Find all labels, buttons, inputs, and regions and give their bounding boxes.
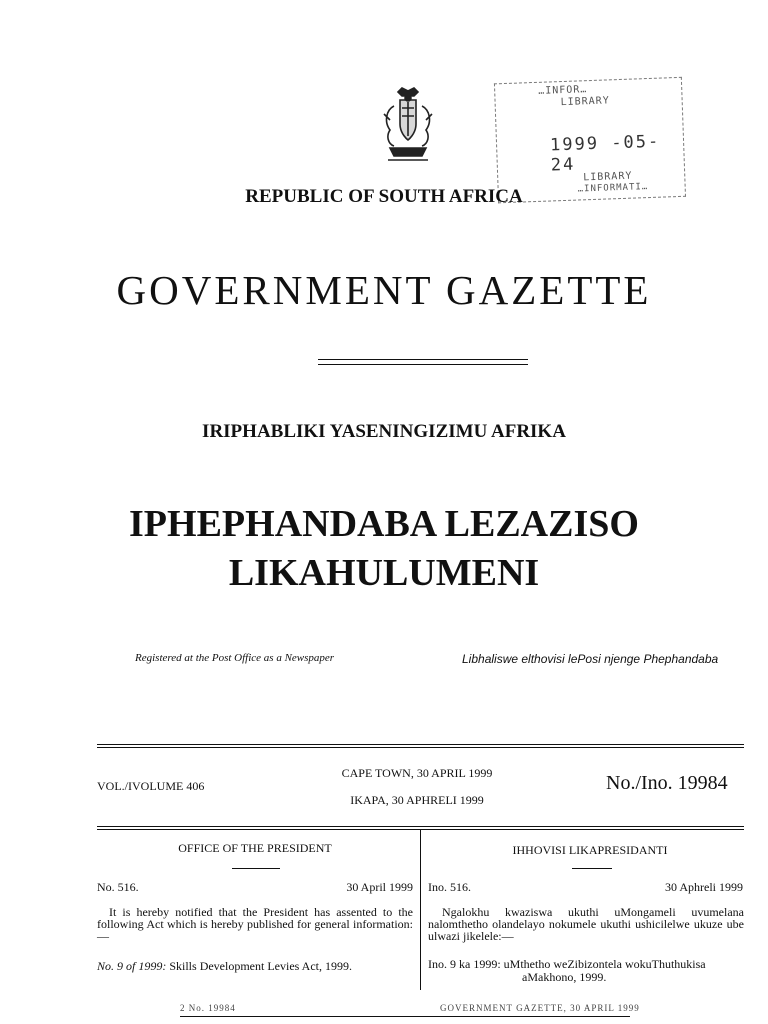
gazette-title-zu-line-2: LIKAHULUMENI xyxy=(228,552,540,594)
notice-number-en: No. 516. xyxy=(97,880,139,894)
footer-page-number: 2 No. 19984 xyxy=(180,1003,236,1013)
stamp-line-4: …INFORMATI… xyxy=(577,182,649,195)
heading-underline xyxy=(572,868,612,869)
notice-body-en: It is hereby notified that the President has assented to the following Act which is hereby published for general information:— xyxy=(97,905,413,943)
registration-note-en: Registered at the Post Office as a Newspaper xyxy=(135,652,335,664)
stamp-line-1: …INFOR… xyxy=(538,84,588,97)
stamp-date: 1999 -05- 24 xyxy=(549,131,661,176)
act-reference-en: No. 9 of 1999: xyxy=(97,959,167,973)
title-rule xyxy=(318,359,528,360)
registration-note-zu: Libhaliswe elthovisi lePosi njenge Phephandaba xyxy=(462,652,719,666)
heading-underline xyxy=(232,868,280,869)
volume-number: VOL./IVOLUME 406 xyxy=(97,779,205,793)
act-entry-en xyxy=(97,959,352,974)
gazette-title-en: GOVERNMENT GAZETTE xyxy=(116,267,652,313)
section-rule xyxy=(97,744,744,745)
notice-date-en: 30 April 1999 xyxy=(346,880,413,894)
stamp-line-2: LIBRARY xyxy=(560,95,610,109)
issue-number: No./Ino. 19984 xyxy=(606,772,728,794)
place-date-en: CAPE TOWN, 30 APRIL 1999 xyxy=(341,766,493,780)
footer-running-title: GOVERNMENT GAZETTE, 30 APRIL 1999 xyxy=(440,1003,640,1013)
notice-body-zu: Ngalokhu kwaziswa ukuthi uMongameli uvumelana nalomthetho olandelayo nokumele ukuthi ushicilelwe ukuze ube ulwazi jikelele:— xyxy=(428,905,744,943)
office-heading-en: OFFICE OF THE PRESIDENT xyxy=(178,841,332,855)
republic-heading-zu: IRIPHABLIKI YASENINGIZIMU AFRIKA xyxy=(202,421,566,442)
act-title-en: Skills Development Levies Act, 1999. xyxy=(169,959,352,973)
title-rule xyxy=(318,364,528,365)
column-divider xyxy=(420,830,421,990)
office-heading-zu: IHHOVISI LIKAPRESIDANTI xyxy=(512,843,668,857)
republic-heading-en: REPUBLIC OF SOUTH AFRICA xyxy=(245,186,523,207)
footer-rule xyxy=(180,1016,630,1017)
act-line-2-zu: aMakhono, 1999. xyxy=(522,970,607,984)
place-date-zu: IKAPA, 30 APHRELI 1999 xyxy=(350,793,484,807)
notice-number-zu: Ino. 516. xyxy=(428,880,471,894)
notice-date-zu: 30 Aphreli 1999 xyxy=(665,880,743,894)
coat-of-arms-icon xyxy=(380,86,436,168)
section-rule xyxy=(97,826,744,827)
gazette-title-zu-line-1: IPHEPHANDABA LEZAZISO xyxy=(129,503,639,545)
act-entry-zu xyxy=(428,958,744,984)
stamp-line-3: LIBRARY xyxy=(583,170,633,184)
section-rule xyxy=(97,747,744,748)
act-line-1-zu: Ino. 9 ka 1999: uMthetho weZibizontela wokuThuthukisa xyxy=(428,957,706,971)
